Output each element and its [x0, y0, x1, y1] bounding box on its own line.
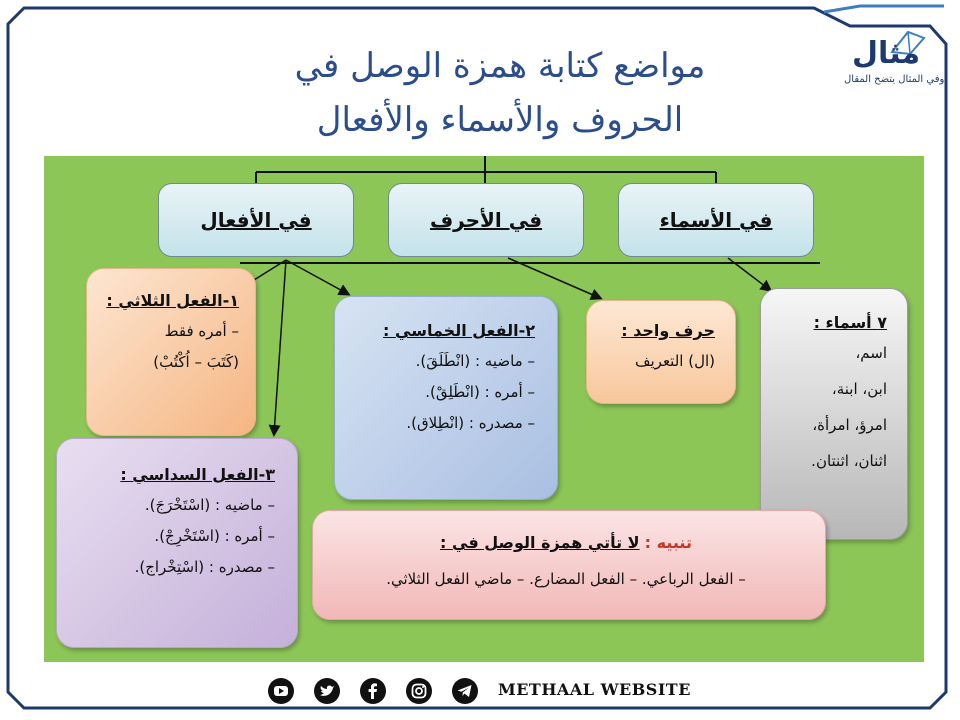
card-title: ١-الفعل الثلاثي :: [106, 291, 239, 310]
card-line: – أمره : (انْطَلِقْ).: [425, 383, 535, 401]
note-title: لا تأتي همزة الوصل في :: [440, 533, 640, 552]
card-line: – ماضيه : (اسْتَخْرَجَ).: [144, 496, 275, 514]
card-line: – أمره : (اسْتَخْرِجْ).: [154, 527, 275, 545]
card-title: ٧ أسماء :: [813, 313, 887, 332]
note-label: تنبيه :: [644, 533, 692, 552]
site-logo: [838, 34, 945, 94]
telegram-icon[interactable]: [452, 678, 478, 704]
card-line: (كَتَبَ – اُكْتُبْ): [153, 353, 239, 371]
footer-social-bar: [268, 674, 691, 706]
header-nouns: في الأسماء: [618, 183, 814, 257]
card-warning-note: [312, 510, 826, 620]
facebook-icon[interactable]: [360, 678, 386, 704]
card-one-letter: [586, 300, 736, 404]
card-line: امرؤ، امرأة،: [812, 416, 887, 434]
card-title: حرف واحد :: [621, 321, 715, 340]
card-line: – ماضيه : (انْطَلَقَ).: [415, 352, 535, 370]
diagram-title-line-1: مواضع كتابة همزة الوصل في: [294, 46, 706, 86]
card-title: ٣-الفعل السداسي :: [120, 465, 275, 484]
logo-wordmark: مثال: [852, 36, 921, 71]
card-line: – مصدره : (اسْتِخْراج).: [134, 558, 275, 576]
card-seven-nouns: [760, 288, 908, 540]
card-line: ابن، ابنة،: [831, 380, 887, 398]
logo-tagline: وفي المثال يتضح المقال: [844, 74, 945, 85]
youtube-icon[interactable]: [268, 678, 294, 704]
card-line: – مصدره : (انْطِلاق).: [406, 414, 535, 432]
header-verbs: في الأفعال: [158, 183, 354, 257]
instagram-icon[interactable]: [406, 678, 432, 704]
header-letters: في الأحرف: [388, 183, 584, 257]
site-name[interactable]: METHAAL WEBSITE: [498, 680, 691, 699]
card-title: ٢-الفعل الخماسي :: [383, 321, 535, 340]
card-line: اثنان، اثنتان.: [811, 452, 887, 470]
diagram-title-line-2: الحروف والأسماء والأفعال: [316, 100, 684, 140]
card-line: – أمره فقط: [164, 322, 239, 340]
card-sextiliteral-verb: [56, 438, 298, 648]
card-quinqueliteral-verb: [334, 296, 558, 500]
twitter-icon[interactable]: [314, 678, 340, 704]
card-line: (ال) التعريف: [634, 352, 715, 370]
card-line: اسم،: [855, 344, 887, 362]
note-line: – الفعل الرباعي. – الفعل المضارع. – ماضي الفعل الثلاثي.: [386, 570, 746, 588]
card-triliteral-verb: [86, 268, 256, 436]
